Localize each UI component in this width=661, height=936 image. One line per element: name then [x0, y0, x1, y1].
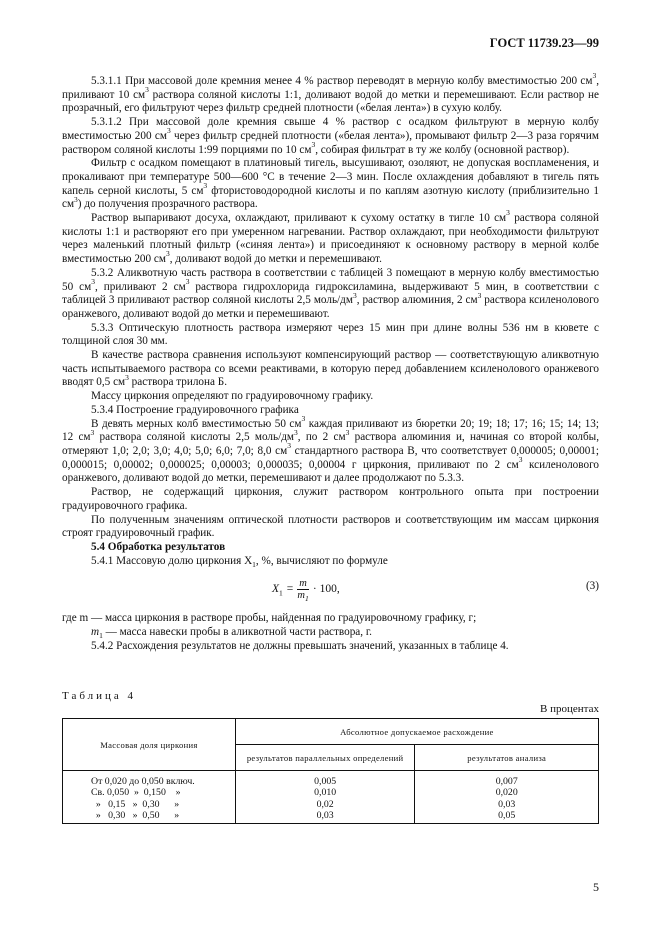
- paragraph-evaporation: Раствор выпаривают досуха, охлаждают, приливают к сухому остатку в тигле 10 $см^3$ раствора соляной кислоты 1:1 и растворяют его при умеренном нагревании. Раствор охлаждают, при необходимости фильтруют через маленький плотный фильтр («синяя лента») и присоединяют к основному раствору в мерной колбе вместимостью 200 $см^3$, доливают водой до метки и перемешивают.: [62, 208, 599, 266]
- paragraph-filter: Фильтр с осадком помещают в платиновый тигель, высушивают, озоляют, не допуская воспламенения, и прокаливают при температуре 500—600 °С в течение 2—3 мин. После охлаждения добавляют в тигель пять капель серной кислоты, 5 $см^3$ фтористоводородной кислоты и по каплям азотную кислоту (приблизительно 1 $см^3$) до получения прозрачного раствора.: [62, 157, 599, 211]
- page-number: 5: [593, 880, 599, 894]
- formula-where-m1: $m_1$ — масса навески пробы в аликвотной части раствора, г.: [91, 626, 372, 641]
- paragraph-calibration: В девять мерных колб вместимостью 50 $см^3$ каждая приливают из бюретки 20; 19; 18; 17; 16; 15; 14; 13; 12 $см^3$ раствора соляной кислоты 2,5 моль/$дм^3$, по 2 $см^3$ раствора алюминия и, начиная со второй колбы, отмеряют 1,0; 2,0; 3,0; 4,0; 5,0; 6,0; 7,0; 8,0 $см^3$ стандартного раствора В, что соответствует 0,000005; 0,00001; 0,000015; 0,00002; 0,000025; 0,00003; 0,000035; 0,00004 г циркония, приливают по 2 $см^3$ ксиленолового оранжевого, доливают водой до метки, перемешивают и далее продолжают по 5.3.3.: [62, 413, 599, 485]
- paragraph-graph: По полученным значениям оптической плотности растворов и соответствующим им массам циркония строят градуировочный график.: [62, 513, 599, 540]
- column-header-analysis: результатов анализа: [415, 745, 599, 771]
- formula-number: (3): [585, 580, 599, 593]
- paragraph-5-4-1: 5.4.1 Массовую долю циркония $X_1$, %, вычисляют по формуле: [91, 554, 388, 569]
- table-row: От 0,020 до 0,050 включ. 0,005 0,007: [63, 771, 599, 788]
- column-header-parallel: результатов параллельных определений: [235, 745, 415, 771]
- document-body: [62, 71, 600, 653]
- column-header-mass-fraction: Массовая доля циркония: [63, 719, 236, 771]
- section-heading-5-4: 5.4 Обработка результатов: [91, 540, 226, 553]
- table-row: Св. 0,050 » 0,150 » 0,010 0,020: [63, 787, 599, 798]
- table-caption: Таблица 4: [62, 690, 137, 702]
- table-unit-note: В процентах: [540, 703, 599, 715]
- table-row: » 0,30 » 0,50 » 0,03 0,05: [63, 810, 599, 824]
- paragraph-mass-determination: Массу циркония определяют по градуировочному графику.: [91, 390, 374, 403]
- formula-expression: $X_1$ = $\frac{m}{m_1}$ · 100,: [272, 578, 340, 604]
- formula-3: [62, 572, 599, 610]
- paragraph-5-3-1-2: 5.3.1.2 При массовой доле кремния свыше 4 % раствор с осадком фильтруют в мерную колбу вместимостью 200 $см^3$ через фильтр средней плотности («белая лента»), промывают фильтр 2—3 раза горячим раствором соляной кислоты 1:99 порциями по 10 $см^3$, собирая фильтрат в ту же колбу (основной раствор).: [62, 116, 599, 156]
- paragraph-5-4-2: 5.4.2 Расхождения результатов не должны превышать значений, указанных в таблице 4.: [91, 639, 509, 652]
- paragraph-5-3-2: 5.3.2 Аликвотную часть раствора в соответствии с таблицей 3 помещают в мерную колбу вместимостью 50 $см^3$, приливают 2 $см^3$ раствора гидрохлорида гидроксиламина, выдерживают 5 мин, в соответствии с таблицей 3 приливают раствор соляной кислоты 2,5 моль/$дм^3$, раствор алюминия, 2 $см^3$ раствора ксиленолового оранжевого, доливают водой до метки и перемешивают.: [62, 266, 600, 320]
- paragraph-reference-solution: В качестве раствора сравнения используют компенсирующий раствор — соответствующую аликвотную часть испытываемого раствора со всеми реактивами, в которую перед добавлением ксиленолового оранжевого вводят 0,5 $см^3$ раствора трилона Б.: [62, 349, 599, 389]
- paragraph-5-3-1-1: 5.3.1.1 При массовой доле кремния менее 4 % раствор переводят в мерную колбу вместимостью 200 $см^3$, приливают 10 $см^3$ раствора соляной кислоты 1:1, доливают водой до метки и перемешивают. Если раствор не прозрачный, его фильтруют через фильтр средней плотности («белая лента») в сухую колбу.: [62, 71, 600, 115]
- paragraph-5-3-4: 5.3.4 Построение градуировочного графика: [91, 403, 299, 416]
- document-header: ГОСТ 11739.23—99: [489, 36, 599, 50]
- paragraph-5-3-3: 5.3.3 Оптическую плотность раствора измеряют через 15 мин при длине волны 536 нм в кювете с толщиной слоя 30 мм.: [62, 321, 599, 348]
- formula-fraction: $\frac{m}{m_1}$: [297, 578, 309, 604]
- table-4: [62, 718, 599, 824]
- paragraph-control-solution: Раствор, не содержащий циркония, служит раствором контрольного опыта при построении градуировочного графика.: [62, 486, 599, 512]
- formula-where-m: где m — масса циркония в растворе пробы, найденная по градуировочному графику, г;: [62, 612, 477, 625]
- column-group-header: Абсолютное допускаемое расхождение: [235, 719, 598, 745]
- table-row: » 0,15 » 0,30 » 0,02 0,03: [63, 799, 599, 810]
